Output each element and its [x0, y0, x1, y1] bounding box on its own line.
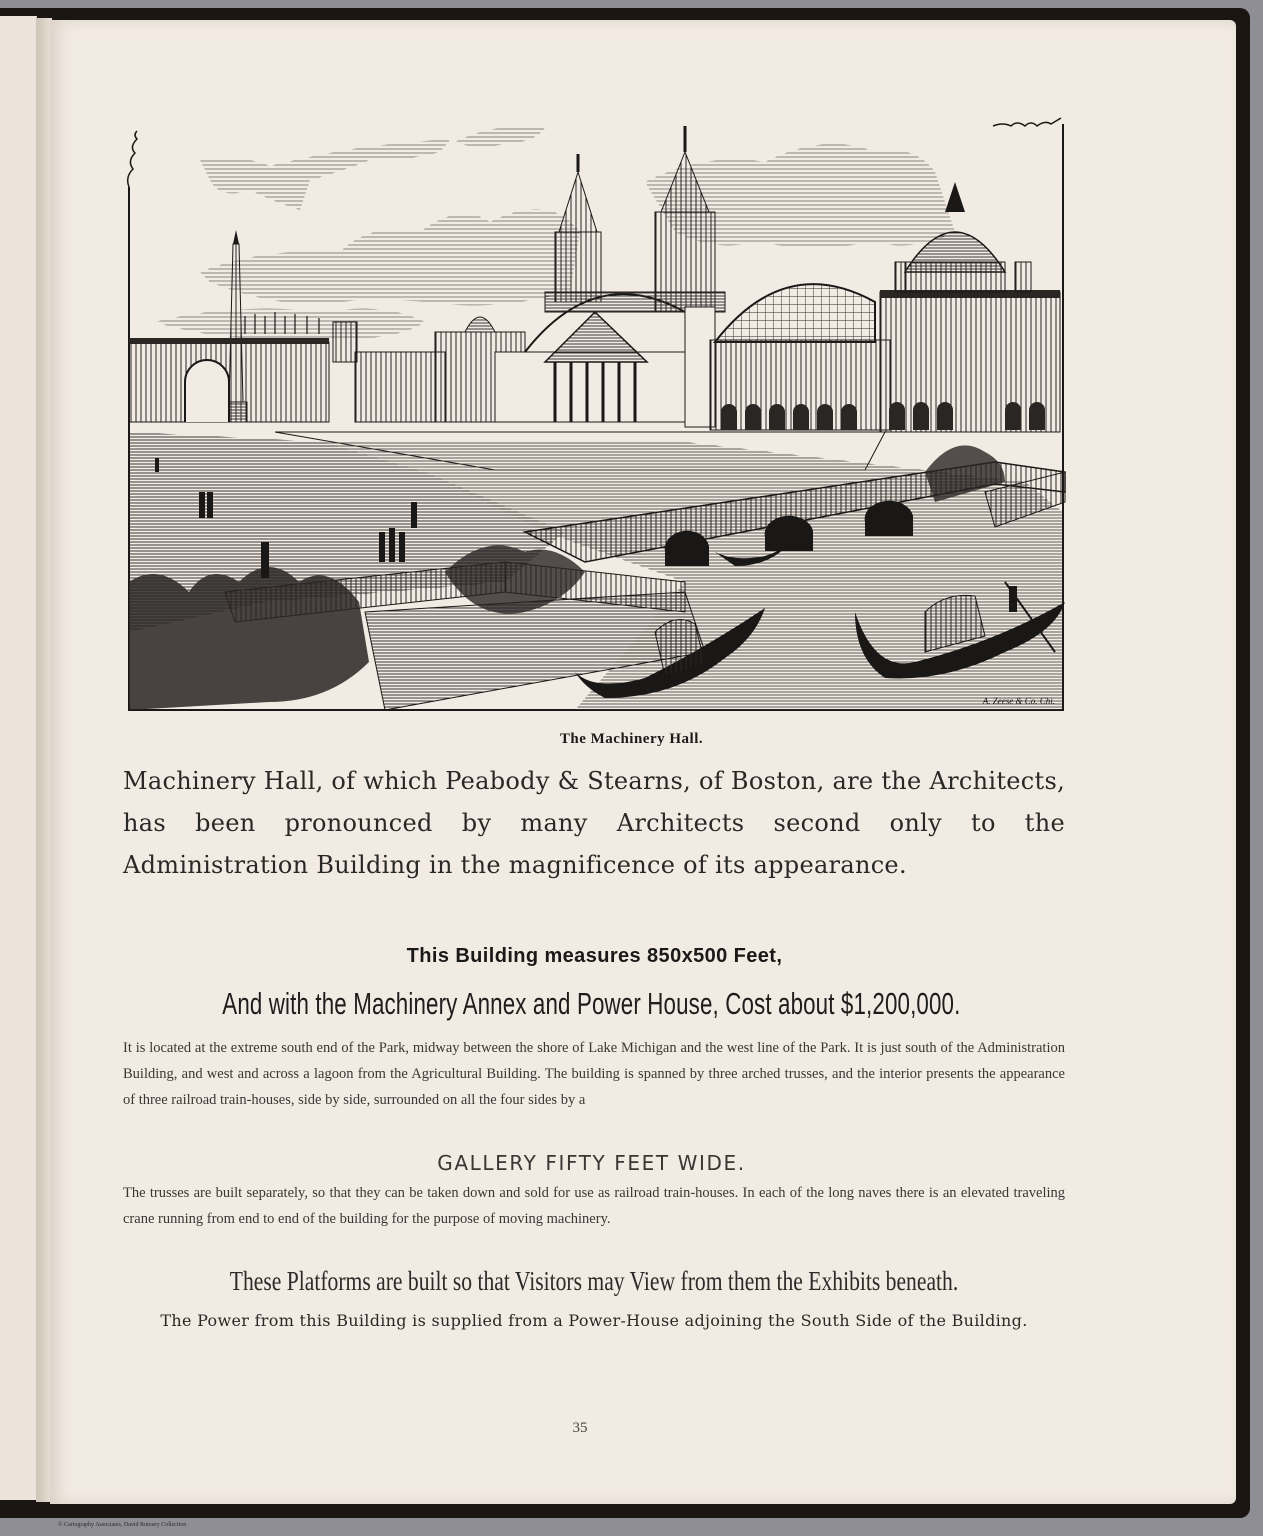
engraver-signature: A. Zeese & Co. Chi. [982, 696, 1055, 706]
platforms-line: These Platforms are built so that Visitors may View from them the Exhibits beneath. [229, 1266, 959, 1296]
scan-credit-line: © Cartography Associates, David Rumsey Collection [58, 1522, 187, 1528]
power-paragraph: The Power from this Building is supplied from a Power-House adjoining the South Side of the Building. [160, 1311, 1028, 1330]
trusses-paragraph: The trusses are built separately, so that they can be taken down and sold for use as railroad train-houses. In each of the long naves there is an elevated traveling crane running from end to end of the building for the purpose of moving machinery. [123, 1185, 1065, 1227]
left-page-edge [0, 16, 37, 1500]
building-measures-headline: This Building measures 850x500 Feet, [406, 945, 783, 967]
location-paragraph: It is located at the extreme south end of the Park, midway between the shore of Lake Michigan and the west line of the Park. It is just south of the Administration Building, and west and across a lagoon from the Agricultural Building. The building is spanned by three arched trusses, and the interior presents the appearance of three railroad train-houses, side by side, surrounded on all the four sides by a [123, 1040, 1065, 1108]
lead-paragraph: Machinery Hall, of which Peabody & Stearns, of Boston, are the Architects, has been pronounced by many Architects second only to the Administration Building in the magnificence of its appearance. [123, 767, 1066, 879]
illustration-caption: The Machinery Hall. [559, 731, 704, 747]
machinery-hall-illustration [125, 112, 1067, 712]
building-cost-headline: And with the Machinery Annex and Power House, Cost about $1,200,000. [222, 986, 961, 1021]
page-number: 35 [572, 1420, 588, 1436]
gallery-heading: GALLERY FIFTY FEET WIDE. [437, 1151, 746, 1175]
